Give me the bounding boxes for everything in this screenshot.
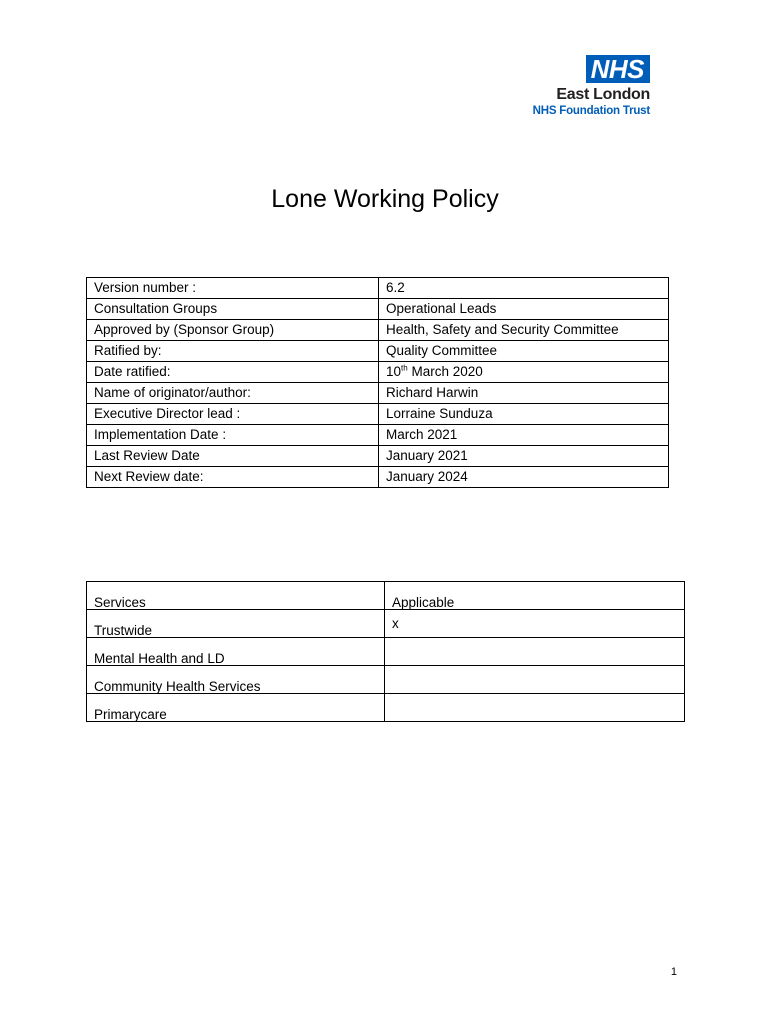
detail-label: Consultation Groups <box>87 299 379 320</box>
detail-value: 6.2 <box>379 278 669 299</box>
table-row <box>87 404 669 425</box>
service-name: Trustwide <box>87 610 385 638</box>
detail-value: January 2021 <box>379 446 669 467</box>
table-row <box>87 467 669 488</box>
logo-org-name: East London <box>556 86 650 103</box>
table-row <box>87 362 669 383</box>
detail-label: Date ratified: <box>87 362 379 383</box>
detail-label: Last Review Date <box>87 446 379 467</box>
table-row <box>87 425 669 446</box>
detail-value <box>379 362 669 383</box>
service-applicable: x <box>385 610 685 638</box>
date-month-year: March 2020 <box>407 364 483 379</box>
service-name: Primarycare <box>87 694 385 722</box>
service-name: Community Health Services <box>87 666 385 694</box>
table-row <box>87 610 685 638</box>
service-applicable <box>385 638 685 666</box>
services-header: Services <box>87 582 385 610</box>
service-applicable <box>385 694 685 722</box>
detail-value: March 2021 <box>379 425 669 446</box>
detail-value: Quality Committee <box>379 341 669 362</box>
detail-label: Approved by (Sponsor Group) <box>87 320 379 341</box>
detail-label: Next Review date: <box>87 467 379 488</box>
table-header-row <box>87 582 685 610</box>
detail-value: Operational Leads <box>379 299 669 320</box>
date-day: 10 <box>386 364 402 379</box>
detail-label: Implementation Date : <box>87 425 379 446</box>
detail-value: January 2024 <box>379 467 669 488</box>
table-row <box>87 383 669 404</box>
table-row <box>87 694 685 722</box>
detail-label: Version number : <box>87 278 379 299</box>
table-row <box>87 638 685 666</box>
table-row <box>87 666 685 694</box>
logo-trust-name: NHS Foundation Trust <box>532 105 650 117</box>
table-row <box>87 446 669 467</box>
document-title: Lone Working Policy <box>271 185 499 213</box>
detail-label: Executive Director lead : <box>87 404 379 425</box>
detail-value: Richard Harwin <box>379 383 669 404</box>
detail-value: Lorraine Sunduza <box>379 404 669 425</box>
detail-label: Name of originator/author: <box>87 383 379 404</box>
table-row <box>87 278 669 299</box>
nhs-logo <box>520 55 650 118</box>
detail-value: Health, Safety and Security Committee <box>379 320 669 341</box>
table-row <box>87 341 669 362</box>
applicable-header: Applicable <box>385 582 685 610</box>
page-number: 1 <box>670 966 677 978</box>
document-details-table <box>86 277 669 488</box>
date-ordinal-suffix: th <box>401 363 408 373</box>
service-name: Mental Health and LD <box>87 638 385 666</box>
nhs-lozenge: NHS <box>586 55 650 83</box>
table-row <box>87 299 669 320</box>
detail-label: Ratified by: <box>87 341 379 362</box>
table-row <box>87 320 669 341</box>
service-applicable <box>385 666 685 694</box>
services-table <box>86 581 685 722</box>
